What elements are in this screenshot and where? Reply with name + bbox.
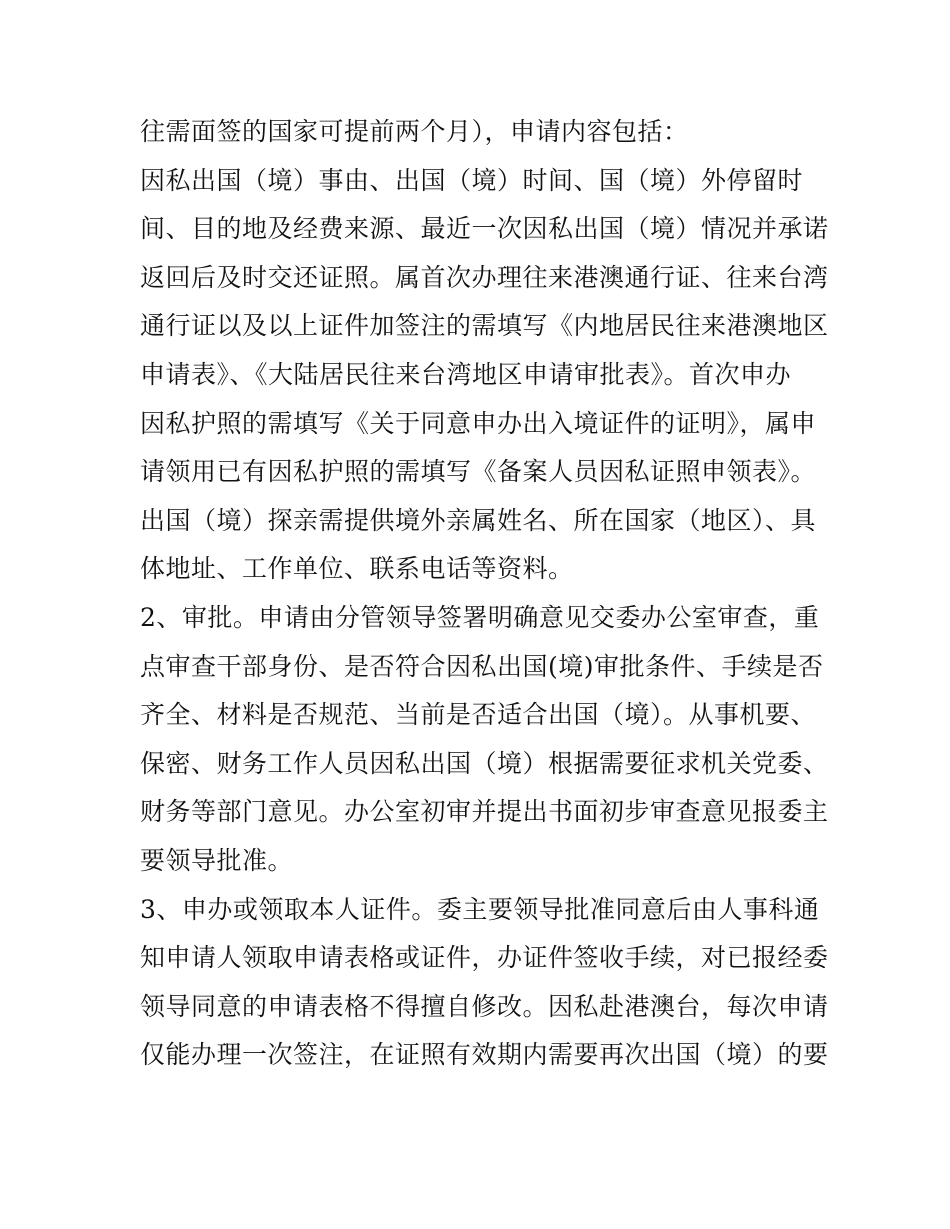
text-line: 体地址、工作单位、联系电话等资料。: [140, 554, 574, 584]
text-line: 因私出国（境）事由、出国（境）时间、国（境）外停留时: [140, 165, 804, 195]
text-line: 3、申办或领取本人证件。委主要领导批准同意后由人事科通: [140, 894, 820, 924]
text-line: 请领用已有因私护照的需填写《备案人员因私证照申领表》。: [140, 457, 817, 487]
text-line: 要领导批准。: [140, 845, 294, 875]
text-line: 返回后及时交还证照。属首次办理往来港澳通行证、往来台湾: [140, 262, 829, 292]
document-body: [140, 108, 830, 1080]
text-line: 申请表》、《大陆居民往来台湾地区申请审批表》。首次申办: [140, 359, 792, 389]
text-line: 领导同意的申请表格不得擅自修改。因私赴港澳台，每次申请: [140, 991, 829, 1021]
text-line: 齐全、材料是否规范、当前是否适合出国（境）。从事机要、: [140, 700, 817, 730]
text-line: 通行证以及以上证件加签注的需填写《内地居民往来港澳地区: [140, 311, 829, 341]
text-line: 保密、财务工作人员因私出国（境）根据需要征求机关党委、: [140, 748, 829, 778]
text-line: 知申请人领取申请表格或证件，办证件签收手续，对已报经委: [140, 943, 829, 973]
text-line: 往需面签的国家可提前两个月），申请内容包括：: [140, 117, 689, 146]
text-line: 点审查干部身份、是否符合因私出国(境)审批条件、手续是否: [140, 651, 824, 681]
text-line: 财务等部门意见。办公室初审并提出书面初步审查意见报委主: [140, 797, 829, 827]
text-line: 仅能办理一次签注，在证照有效期内需要再次出国（境）的要: [140, 1040, 829, 1070]
text-line: 出国（境）探亲需提供境外亲属姓名、所在国家（地区）、具: [140, 505, 817, 535]
text-line: 因私护照的需填写《关于同意申办出入境证件的证明》，属申: [140, 408, 817, 438]
text-line: 2、审批。申请由分管领导签署明确意见交委办公室审查，重: [140, 602, 820, 632]
text-line: 间、目的地及经费来源、最近一次因私出国（境）情况并承诺: [140, 214, 829, 244]
